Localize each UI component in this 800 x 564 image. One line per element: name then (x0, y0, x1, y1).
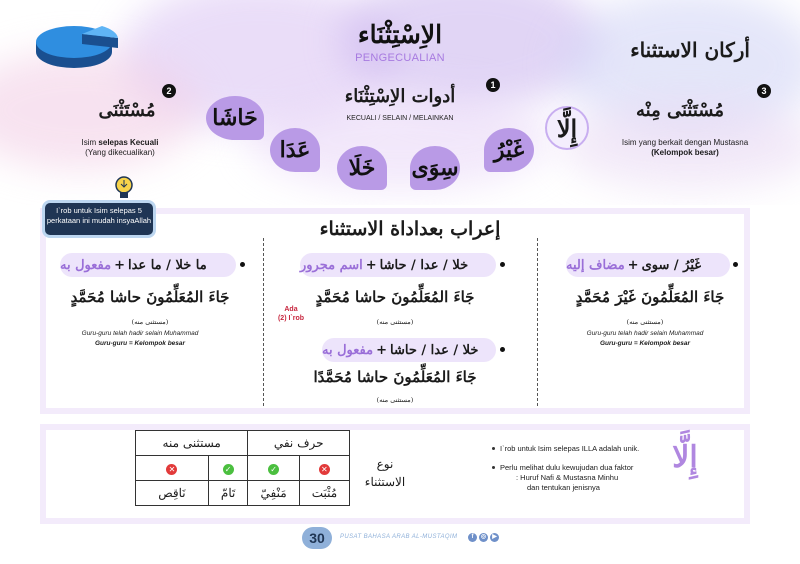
cell-tamm: تَامّ (208, 481, 248, 506)
irab-title: إعراب بعداداة الاستثناء (319, 218, 501, 240)
number-badge-3: 3 (757, 84, 771, 98)
gloss-ma-khala: Guru-guru = Kelompok besar (94, 340, 186, 347)
illa-word: إِلَّا (556, 113, 578, 143)
mustathna-minhu-word: مُسْتَثْنَى مِنْه (636, 100, 724, 121)
tool-khala: خَلَا (337, 146, 387, 190)
check-icon: ✓ (268, 464, 279, 475)
translation-ma-khala: Guru-guru telah hadir selain Muhammad (81, 330, 199, 337)
lightbulb-icon (113, 175, 135, 201)
translation-ghayru: Guru-guru telah hadir selain Muhammad (586, 330, 704, 337)
facebook-icon[interactable]: f (468, 533, 477, 542)
tools-title: أدوات الاِسْتِثْنَاء (344, 86, 456, 107)
instagram-icon[interactable]: ◎ (480, 534, 487, 540)
mark-naqis (136, 456, 209, 481)
tool-siwa: سِوَى (410, 146, 460, 190)
note-bullet-1 (492, 447, 495, 450)
tool-hasha: حَاشَا (206, 96, 264, 140)
column-divider-right (537, 238, 538, 406)
page-subtitle: PENGECUALIAN (355, 52, 445, 64)
example-jarr: جَاءَ المُعَلِّمُونَ حاشا مُحَمَّدٍ (315, 288, 475, 306)
mark-manfi (248, 456, 299, 481)
illa-type-table (135, 430, 350, 506)
pie-chart-icon (32, 16, 122, 76)
tool-ada: عَدَا (270, 128, 320, 172)
cell-naqis: نَاقِص (136, 481, 209, 506)
illa-note-4: dan tentukan jenisnya (527, 483, 600, 492)
illa-note-1: I`rob untuk Isim selepas ILLA adalah unik. (500, 444, 640, 453)
mustathna-desc: Isim selepas Kecuali (81, 138, 159, 147)
number-badge-2: 2 (162, 84, 176, 98)
illa-note-2: Perlu melihat dulu kewujudan dua faktor (500, 463, 634, 472)
pill-nasb: خلا / عدا / حاشا + مفعول به (322, 338, 496, 362)
tool-ghayru: غَيْرُ (484, 128, 534, 172)
page-title: الاِسْتِثْنَاء (357, 20, 443, 49)
mustathna-word: مُسْتَثْنَى (98, 100, 156, 121)
page-number: 30 (302, 527, 332, 549)
irab-callout: I`rob untuk Isim selepas 5 perkataan ini mudah insyaAllah (42, 200, 156, 238)
mustathna-desc-2: (Yang dikecualikan) (85, 148, 155, 157)
note-ghayru: (مستثنى منه) (626, 318, 664, 326)
example-ghayru: جَاءَ المُعَلِّمُونَ غَيْرَ مُحَمَّدٍ (575, 288, 725, 306)
note-bullet-2 (492, 466, 495, 469)
mustathna-minhu-desc-2: (Kelompok besar) (651, 148, 719, 157)
mustathna-minhu-desc: Isim yang berkait dengan Mustasna (621, 138, 749, 147)
pill-ma-khala: ما خلا / ما عدا + مفعول به (60, 253, 236, 277)
note-jarr: (مستثنى منه) (376, 318, 414, 326)
pillars-title: أركان الاستثناء (630, 38, 750, 62)
pill-jarr: خلا / عدا / حاشا + اسم مجرور (300, 253, 496, 277)
cell-muthbat: مُثْبَت (299, 481, 349, 506)
example-ma-khala: جَاءَ المُعَلِّمُونَ حاشا مُحَمَّدٍ (70, 288, 230, 306)
note-nasb: (مستثنى منه) (376, 396, 414, 404)
illa-big: إِلَّا (672, 440, 698, 475)
cross-icon: ✕ (319, 464, 330, 475)
example-nasb: جَاءَ المُعَلِّمُونَ حاشا مُحَمَّدًا (313, 368, 477, 386)
ada-note: Ada (2) I`rob (277, 306, 305, 322)
header-harf-nafi: حرف نفي (248, 431, 350, 456)
footer-brand: PUSAT BAHASA ARAB AL-MUSTAQIM (340, 534, 458, 540)
gloss-ghayru: Guru-guru = Kelompok besar (599, 340, 691, 347)
check-icon: ✓ (223, 464, 234, 475)
pill-ghayru-siwa: غَيْرُ / سوى + مضاف إليه (566, 253, 730, 277)
mark-muthbat (299, 456, 349, 481)
mark-tamm (208, 456, 248, 481)
bullet-right (733, 262, 738, 267)
bullet-left (240, 262, 245, 267)
column-divider-left (263, 238, 264, 406)
tools-subtitle: KECUALI / SELAIN / MELAINKAN (346, 115, 454, 122)
header-mustathna-minhu: مستثنى منه (136, 431, 248, 456)
cross-icon: ✕ (166, 464, 177, 475)
illa-circle (545, 106, 589, 150)
number-badge-1: 1 (486, 78, 500, 92)
illa-note-3: : Huruf Nafi & Mustasna Minhu (516, 473, 619, 482)
cell-manfi: مَنْفِيّ (248, 481, 299, 506)
note-ma-khala: (مستثنى منه) (131, 318, 169, 326)
bullet-middle-2 (500, 347, 505, 352)
bullet-middle-1 (500, 262, 505, 267)
youtube-icon[interactable]: ▶ (490, 533, 499, 542)
table-row-label: نوع الاستثناء (364, 457, 406, 489)
